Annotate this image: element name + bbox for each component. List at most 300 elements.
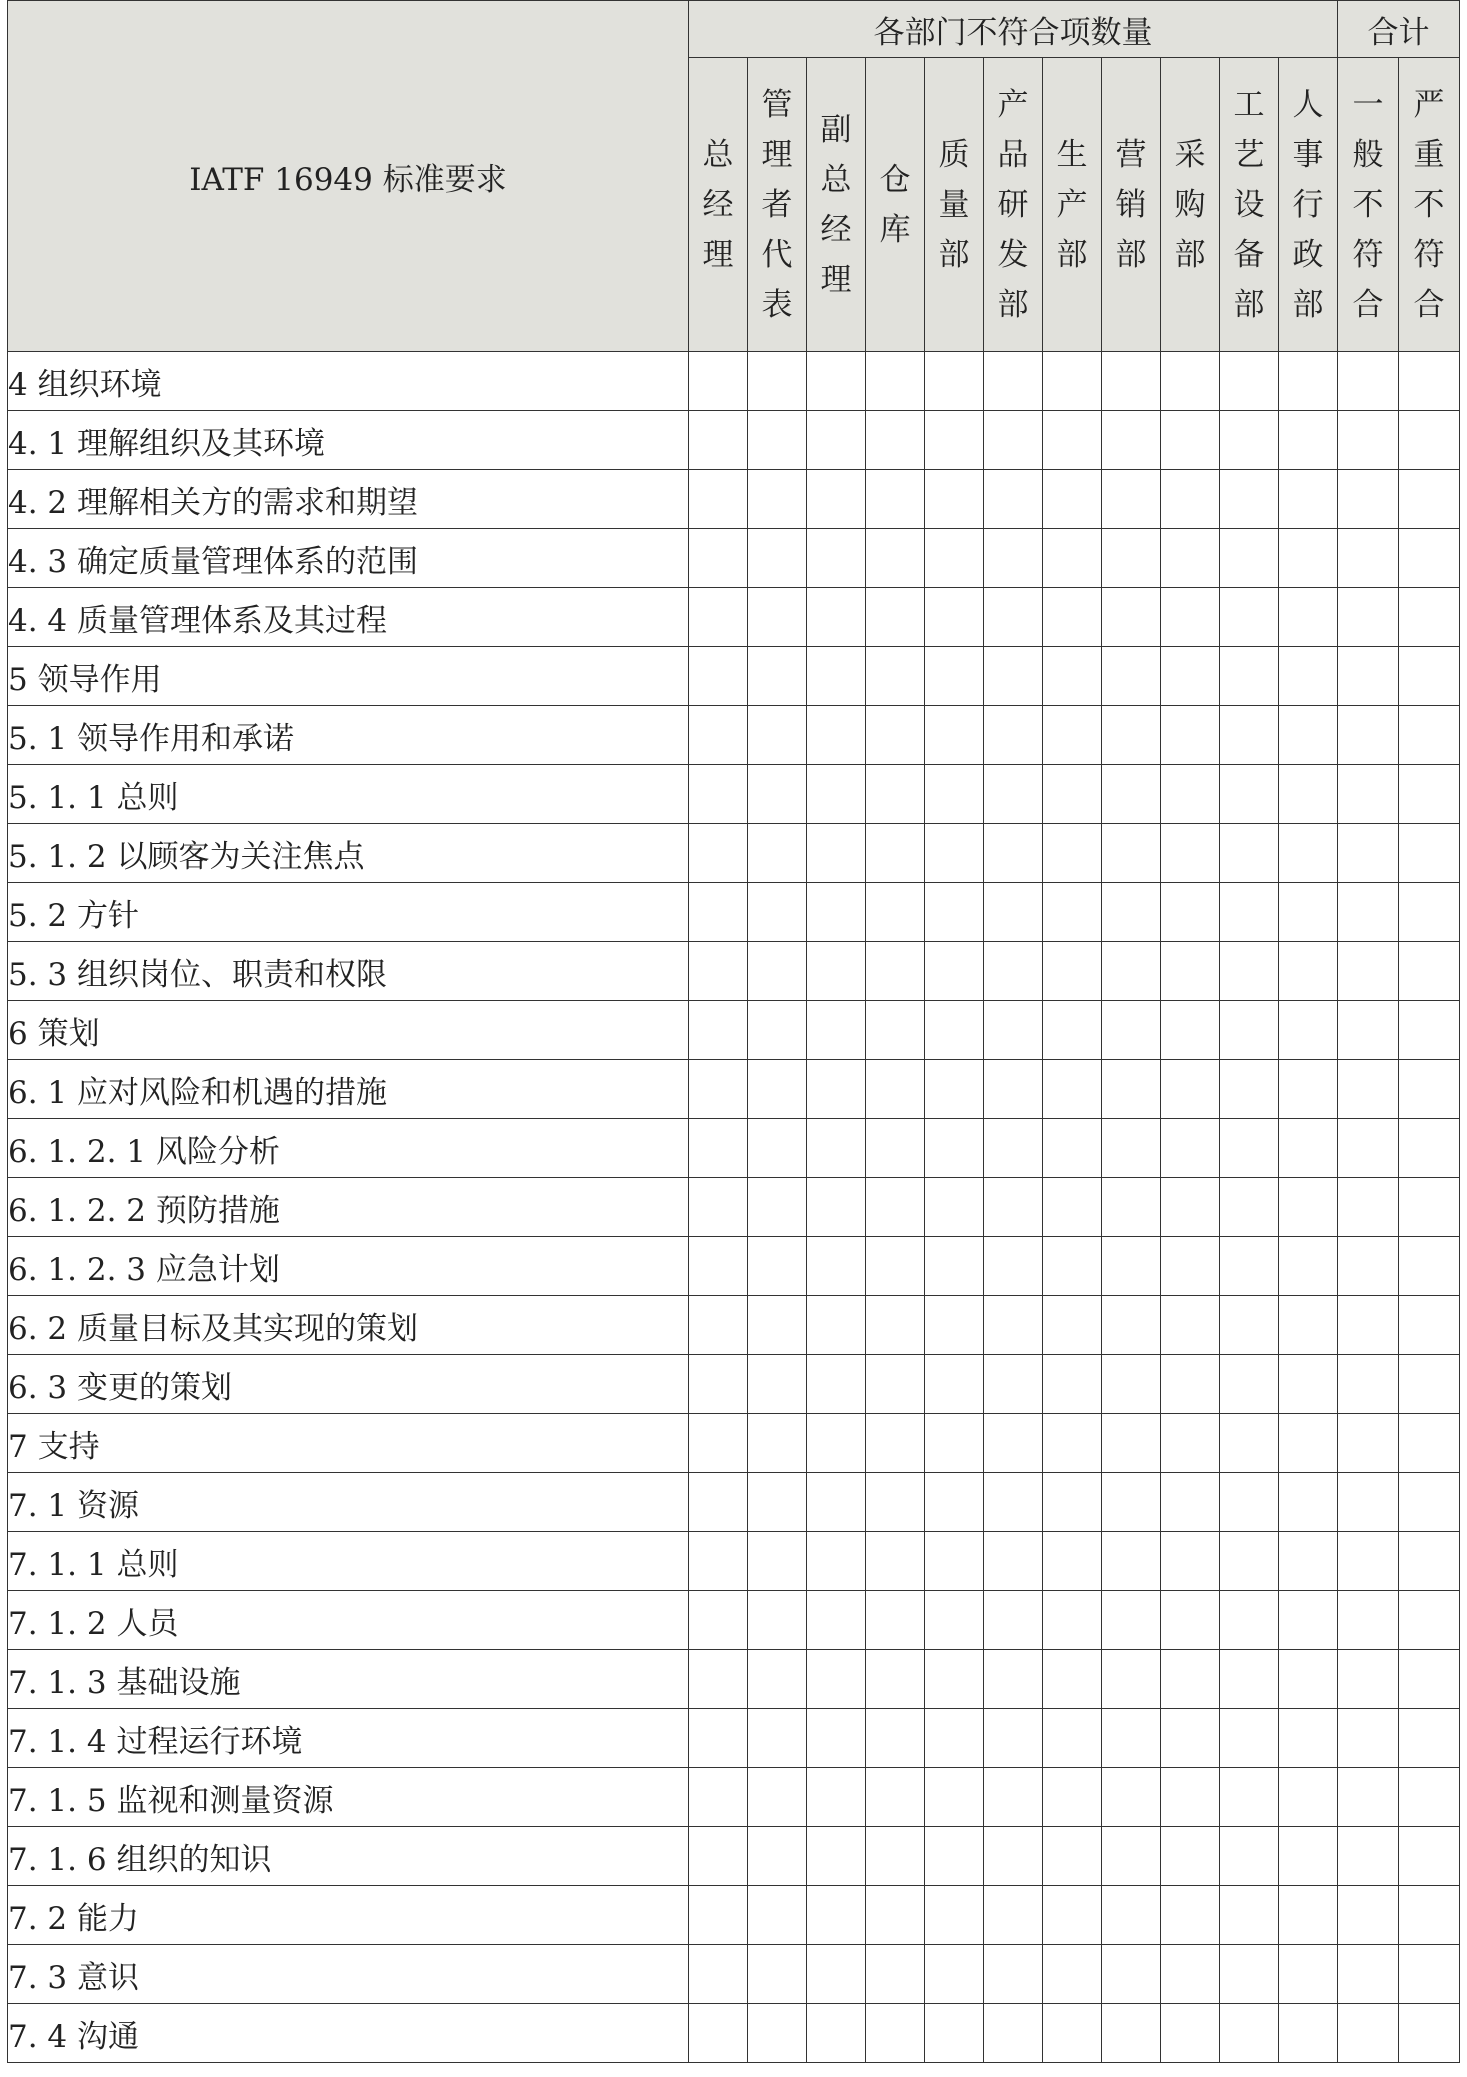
department-count-cell[interactable] [748, 1414, 807, 1473]
department-count-cell[interactable] [1279, 1355, 1338, 1414]
total-count-cell[interactable] [1399, 824, 1460, 883]
department-count-cell[interactable] [689, 942, 748, 1001]
department-count-cell[interactable] [1043, 647, 1102, 706]
department-count-cell[interactable] [866, 1237, 925, 1296]
department-count-cell[interactable] [984, 1768, 1043, 1827]
department-count-cell[interactable] [1279, 411, 1338, 470]
department-count-cell[interactable] [689, 1296, 748, 1355]
department-count-cell[interactable] [1102, 1532, 1161, 1591]
department-count-cell[interactable] [1220, 352, 1279, 411]
department-count-cell[interactable] [984, 765, 1043, 824]
department-count-cell[interactable] [689, 1473, 748, 1532]
department-count-cell[interactable] [1220, 1237, 1279, 1296]
department-count-cell[interactable] [1102, 1945, 1161, 2004]
department-count-cell[interactable] [925, 1827, 984, 1886]
department-count-cell[interactable] [1279, 588, 1338, 647]
department-count-cell[interactable] [984, 1119, 1043, 1178]
total-count-cell[interactable] [1338, 529, 1399, 588]
department-count-cell[interactable] [689, 1945, 748, 2004]
department-count-cell[interactable] [1043, 706, 1102, 765]
total-count-cell[interactable] [1338, 1945, 1399, 2004]
department-count-cell[interactable] [1043, 411, 1102, 470]
department-count-cell[interactable] [748, 1119, 807, 1178]
total-count-cell[interactable] [1338, 352, 1399, 411]
department-count-cell[interactable] [1043, 1768, 1102, 1827]
total-count-cell[interactable] [1338, 942, 1399, 1001]
department-count-cell[interactable] [1279, 1768, 1338, 1827]
department-count-cell[interactable] [1102, 1001, 1161, 1060]
department-count-cell[interactable] [689, 824, 748, 883]
department-count-cell[interactable] [807, 588, 866, 647]
department-count-cell[interactable] [1161, 1119, 1220, 1178]
department-count-cell[interactable] [866, 1473, 925, 1532]
department-count-cell[interactable] [689, 1886, 748, 1945]
total-count-cell[interactable] [1399, 942, 1460, 1001]
department-count-cell[interactable] [925, 1591, 984, 1650]
department-count-cell[interactable] [689, 411, 748, 470]
department-count-cell[interactable] [748, 1650, 807, 1709]
department-count-cell[interactable] [689, 529, 748, 588]
department-count-cell[interactable] [1102, 1296, 1161, 1355]
department-count-cell[interactable] [1161, 1178, 1220, 1237]
department-count-cell[interactable] [1220, 1650, 1279, 1709]
department-count-cell[interactable] [1220, 1945, 1279, 2004]
department-count-cell[interactable] [1043, 352, 1102, 411]
department-count-cell[interactable] [984, 1827, 1043, 1886]
department-count-cell[interactable] [748, 411, 807, 470]
department-count-cell[interactable] [1279, 1827, 1338, 1886]
department-count-cell[interactable] [1279, 765, 1338, 824]
department-count-cell[interactable] [866, 824, 925, 883]
department-count-cell[interactable] [1161, 1827, 1220, 1886]
department-count-cell[interactable] [689, 765, 748, 824]
department-count-cell[interactable] [1220, 2004, 1279, 2063]
department-count-cell[interactable] [866, 942, 925, 1001]
department-count-cell[interactable] [1161, 1060, 1220, 1119]
department-count-cell[interactable] [1102, 1355, 1161, 1414]
department-count-cell[interactable] [1161, 942, 1220, 1001]
department-count-cell[interactable] [925, 529, 984, 588]
department-count-cell[interactable] [1161, 1650, 1220, 1709]
department-count-cell[interactable] [1161, 2004, 1220, 2063]
department-count-cell[interactable] [984, 352, 1043, 411]
department-count-cell[interactable] [1102, 1414, 1161, 1473]
department-count-cell[interactable] [689, 706, 748, 765]
department-count-cell[interactable] [925, 1532, 984, 1591]
department-count-cell[interactable] [1161, 1414, 1220, 1473]
department-count-cell[interactable] [866, 588, 925, 647]
department-count-cell[interactable] [1043, 1119, 1102, 1178]
total-count-cell[interactable] [1338, 1650, 1399, 1709]
total-count-cell[interactable] [1338, 706, 1399, 765]
department-count-cell[interactable] [984, 1001, 1043, 1060]
total-count-cell[interactable] [1399, 1768, 1460, 1827]
department-count-cell[interactable] [807, 1650, 866, 1709]
department-count-cell[interactable] [925, 470, 984, 529]
department-count-cell[interactable] [689, 1237, 748, 1296]
department-count-cell[interactable] [748, 765, 807, 824]
total-count-cell[interactable] [1338, 1768, 1399, 1827]
total-count-cell[interactable] [1338, 1178, 1399, 1237]
department-count-cell[interactable] [866, 470, 925, 529]
department-count-cell[interactable] [689, 1532, 748, 1591]
department-count-cell[interactable] [1161, 1473, 1220, 1532]
department-count-cell[interactable] [1161, 529, 1220, 588]
department-count-cell[interactable] [1043, 1001, 1102, 1060]
department-count-cell[interactable] [807, 1709, 866, 1768]
department-count-cell[interactable] [866, 1591, 925, 1650]
department-count-cell[interactable] [866, 352, 925, 411]
department-count-cell[interactable] [689, 1119, 748, 1178]
total-count-cell[interactable] [1399, 1591, 1460, 1650]
department-count-cell[interactable] [866, 2004, 925, 2063]
department-count-cell[interactable] [1220, 765, 1279, 824]
department-count-cell[interactable] [925, 765, 984, 824]
department-count-cell[interactable] [1161, 470, 1220, 529]
department-count-cell[interactable] [807, 411, 866, 470]
department-count-cell[interactable] [1043, 765, 1102, 824]
total-count-cell[interactable] [1399, 2004, 1460, 2063]
total-count-cell[interactable] [1399, 706, 1460, 765]
department-count-cell[interactable] [1220, 1591, 1279, 1650]
department-count-cell[interactable] [689, 1060, 748, 1119]
department-count-cell[interactable] [866, 529, 925, 588]
department-count-cell[interactable] [807, 1532, 866, 1591]
total-count-cell[interactable] [1399, 1827, 1460, 1886]
department-count-cell[interactable] [1043, 470, 1102, 529]
department-count-cell[interactable] [984, 1532, 1043, 1591]
department-count-cell[interactable] [1220, 1001, 1279, 1060]
department-count-cell[interactable] [925, 1886, 984, 1945]
department-count-cell[interactable] [1161, 824, 1220, 883]
department-count-cell[interactable] [1102, 706, 1161, 765]
department-count-cell[interactable] [866, 1001, 925, 1060]
department-count-cell[interactable] [866, 411, 925, 470]
department-count-cell[interactable] [925, 1414, 984, 1473]
department-count-cell[interactable] [1043, 2004, 1102, 2063]
department-count-cell[interactable] [984, 942, 1043, 1001]
department-count-cell[interactable] [866, 1650, 925, 1709]
department-count-cell[interactable] [1161, 1237, 1220, 1296]
department-count-cell[interactable] [1102, 942, 1161, 1001]
department-count-cell[interactable] [1102, 1650, 1161, 1709]
department-count-cell[interactable] [925, 706, 984, 765]
department-count-cell[interactable] [807, 1945, 866, 2004]
department-count-cell[interactable] [866, 1355, 925, 1414]
department-count-cell[interactable] [807, 883, 866, 942]
department-count-cell[interactable] [689, 352, 748, 411]
department-count-cell[interactable] [925, 2004, 984, 2063]
department-count-cell[interactable] [866, 765, 925, 824]
department-count-cell[interactable] [1279, 1178, 1338, 1237]
total-count-cell[interactable] [1338, 1591, 1399, 1650]
total-count-cell[interactable] [1399, 588, 1460, 647]
total-count-cell[interactable] [1399, 352, 1460, 411]
department-count-cell[interactable] [807, 1414, 866, 1473]
department-count-cell[interactable] [1220, 1060, 1279, 1119]
department-count-cell[interactable] [1161, 883, 1220, 942]
department-count-cell[interactable] [1161, 765, 1220, 824]
total-count-cell[interactable] [1338, 411, 1399, 470]
department-count-cell[interactable] [689, 1591, 748, 1650]
department-count-cell[interactable] [925, 1001, 984, 1060]
department-count-cell[interactable] [1102, 1709, 1161, 1768]
department-count-cell[interactable] [866, 1945, 925, 2004]
department-count-cell[interactable] [1220, 1178, 1279, 1237]
department-count-cell[interactable] [1220, 1709, 1279, 1768]
total-count-cell[interactable] [1399, 1414, 1460, 1473]
total-count-cell[interactable] [1399, 1473, 1460, 1532]
department-count-cell[interactable] [1102, 1178, 1161, 1237]
department-count-cell[interactable] [1220, 1119, 1279, 1178]
department-count-cell[interactable] [1220, 1827, 1279, 1886]
department-count-cell[interactable] [748, 1945, 807, 2004]
department-count-cell[interactable] [1161, 411, 1220, 470]
total-count-cell[interactable] [1399, 1945, 1460, 2004]
department-count-cell[interactable] [925, 942, 984, 1001]
department-count-cell[interactable] [925, 1296, 984, 1355]
department-count-cell[interactable] [1102, 1473, 1161, 1532]
department-count-cell[interactable] [1279, 1119, 1338, 1178]
department-count-cell[interactable] [748, 1060, 807, 1119]
department-count-cell[interactable] [925, 411, 984, 470]
department-count-cell[interactable] [984, 1296, 1043, 1355]
department-count-cell[interactable] [1102, 1768, 1161, 1827]
department-count-cell[interactable] [1161, 1001, 1220, 1060]
total-count-cell[interactable] [1399, 1237, 1460, 1296]
department-count-cell[interactable] [984, 1709, 1043, 1768]
department-count-cell[interactable] [1043, 1709, 1102, 1768]
department-count-cell[interactable] [925, 1709, 984, 1768]
department-count-cell[interactable] [689, 1827, 748, 1886]
department-count-cell[interactable] [748, 2004, 807, 2063]
department-count-cell[interactable] [925, 588, 984, 647]
department-count-cell[interactable] [1161, 1886, 1220, 1945]
department-count-cell[interactable] [748, 1355, 807, 1414]
department-count-cell[interactable] [1102, 1886, 1161, 1945]
department-count-cell[interactable] [1279, 1296, 1338, 1355]
department-count-cell[interactable] [1220, 529, 1279, 588]
department-count-cell[interactable] [925, 1768, 984, 1827]
department-count-cell[interactable] [866, 883, 925, 942]
department-count-cell[interactable] [925, 352, 984, 411]
total-count-cell[interactable] [1338, 765, 1399, 824]
department-count-cell[interactable] [1220, 647, 1279, 706]
department-count-cell[interactable] [1043, 1532, 1102, 1591]
department-count-cell[interactable] [1279, 1237, 1338, 1296]
department-count-cell[interactable] [866, 1827, 925, 1886]
department-count-cell[interactable] [1161, 1945, 1220, 2004]
department-count-cell[interactable] [1220, 411, 1279, 470]
department-count-cell[interactable] [807, 1827, 866, 1886]
department-count-cell[interactable] [925, 1355, 984, 1414]
department-count-cell[interactable] [1161, 1768, 1220, 1827]
department-count-cell[interactable] [1220, 1473, 1279, 1532]
department-count-cell[interactable] [807, 1355, 866, 1414]
department-count-cell[interactable] [1220, 1414, 1279, 1473]
department-count-cell[interactable] [925, 1237, 984, 1296]
total-count-cell[interactable] [1399, 1532, 1460, 1591]
department-count-cell[interactable] [1043, 1414, 1102, 1473]
total-count-cell[interactable] [1399, 411, 1460, 470]
department-count-cell[interactable] [1102, 1119, 1161, 1178]
department-count-cell[interactable] [1102, 529, 1161, 588]
total-count-cell[interactable] [1399, 1119, 1460, 1178]
total-count-cell[interactable] [1338, 1355, 1399, 1414]
department-count-cell[interactable] [1279, 1591, 1338, 1650]
department-count-cell[interactable] [689, 588, 748, 647]
department-count-cell[interactable] [925, 1650, 984, 1709]
department-count-cell[interactable] [1102, 470, 1161, 529]
department-count-cell[interactable] [748, 1296, 807, 1355]
department-count-cell[interactable] [807, 1237, 866, 1296]
total-count-cell[interactable] [1399, 883, 1460, 942]
department-count-cell[interactable] [1279, 1532, 1338, 1591]
department-count-cell[interactable] [1043, 1827, 1102, 1886]
department-count-cell[interactable] [1220, 1768, 1279, 1827]
department-count-cell[interactable] [1279, 1945, 1338, 2004]
total-count-cell[interactable] [1338, 1296, 1399, 1355]
department-count-cell[interactable] [1043, 1178, 1102, 1237]
department-count-cell[interactable] [807, 706, 866, 765]
department-count-cell[interactable] [689, 883, 748, 942]
department-count-cell[interactable] [1279, 470, 1338, 529]
department-count-cell[interactable] [1279, 1473, 1338, 1532]
total-count-cell[interactable] [1338, 1119, 1399, 1178]
department-count-cell[interactable] [1161, 1709, 1220, 1768]
department-count-cell[interactable] [807, 824, 866, 883]
department-count-cell[interactable] [1102, 352, 1161, 411]
department-count-cell[interactable] [984, 706, 1043, 765]
department-count-cell[interactable] [1279, 1886, 1338, 1945]
department-count-cell[interactable] [807, 352, 866, 411]
department-count-cell[interactable] [1043, 942, 1102, 1001]
total-count-cell[interactable] [1338, 824, 1399, 883]
department-count-cell[interactable] [1279, 824, 1338, 883]
department-count-cell[interactable] [1102, 647, 1161, 706]
total-count-cell[interactable] [1399, 1709, 1460, 1768]
total-count-cell[interactable] [1399, 1001, 1460, 1060]
department-count-cell[interactable] [748, 1591, 807, 1650]
total-count-cell[interactable] [1338, 470, 1399, 529]
department-count-cell[interactable] [748, 1178, 807, 1237]
department-count-cell[interactable] [984, 1473, 1043, 1532]
department-count-cell[interactable] [866, 1709, 925, 1768]
department-count-cell[interactable] [807, 765, 866, 824]
department-count-cell[interactable] [866, 1178, 925, 1237]
department-count-cell[interactable] [1161, 1296, 1220, 1355]
department-count-cell[interactable] [925, 647, 984, 706]
department-count-cell[interactable] [984, 883, 1043, 942]
total-count-cell[interactable] [1399, 529, 1460, 588]
department-count-cell[interactable] [1043, 824, 1102, 883]
department-count-cell[interactable] [866, 1768, 925, 1827]
department-count-cell[interactable] [807, 470, 866, 529]
department-count-cell[interactable] [984, 588, 1043, 647]
total-count-cell[interactable] [1338, 1060, 1399, 1119]
department-count-cell[interactable] [1043, 588, 1102, 647]
department-count-cell[interactable] [748, 470, 807, 529]
department-count-cell[interactable] [807, 1060, 866, 1119]
total-count-cell[interactable] [1338, 2004, 1399, 2063]
department-count-cell[interactable] [1220, 1532, 1279, 1591]
department-count-cell[interactable] [866, 1414, 925, 1473]
department-count-cell[interactable] [925, 883, 984, 942]
total-count-cell[interactable] [1338, 1532, 1399, 1591]
department-count-cell[interactable] [748, 1886, 807, 1945]
department-count-cell[interactable] [1279, 352, 1338, 411]
department-count-cell[interactable] [1043, 1355, 1102, 1414]
department-count-cell[interactable] [984, 529, 1043, 588]
total-count-cell[interactable] [1399, 1355, 1460, 1414]
department-count-cell[interactable] [807, 2004, 866, 2063]
total-count-cell[interactable] [1399, 1886, 1460, 1945]
department-count-cell[interactable] [925, 1178, 984, 1237]
total-count-cell[interactable] [1399, 1296, 1460, 1355]
department-count-cell[interactable] [1220, 706, 1279, 765]
department-count-cell[interactable] [1161, 706, 1220, 765]
department-count-cell[interactable] [984, 1945, 1043, 2004]
department-count-cell[interactable] [1102, 883, 1161, 942]
department-count-cell[interactable] [748, 352, 807, 411]
department-count-cell[interactable] [925, 824, 984, 883]
department-count-cell[interactable] [807, 1591, 866, 1650]
department-count-cell[interactable] [1161, 588, 1220, 647]
department-count-cell[interactable] [984, 2004, 1043, 2063]
department-count-cell[interactable] [866, 1060, 925, 1119]
department-count-cell[interactable] [925, 1060, 984, 1119]
department-count-cell[interactable] [925, 1945, 984, 2004]
department-count-cell[interactable] [1220, 588, 1279, 647]
total-count-cell[interactable] [1399, 1178, 1460, 1237]
total-count-cell[interactable] [1338, 1414, 1399, 1473]
department-count-cell[interactable] [807, 942, 866, 1001]
department-count-cell[interactable] [1043, 1945, 1102, 2004]
department-count-cell[interactable] [1043, 1650, 1102, 1709]
department-count-cell[interactable] [866, 1532, 925, 1591]
department-count-cell[interactable] [984, 1355, 1043, 1414]
department-count-cell[interactable] [689, 1709, 748, 1768]
department-count-cell[interactable] [1279, 1650, 1338, 1709]
department-count-cell[interactable] [1043, 883, 1102, 942]
department-count-cell[interactable] [984, 470, 1043, 529]
department-count-cell[interactable] [1279, 529, 1338, 588]
department-count-cell[interactable] [748, 1001, 807, 1060]
total-count-cell[interactable] [1399, 1650, 1460, 1709]
department-count-cell[interactable] [807, 1119, 866, 1178]
department-count-cell[interactable] [748, 1237, 807, 1296]
department-count-cell[interactable] [1043, 1296, 1102, 1355]
department-count-cell[interactable] [748, 647, 807, 706]
department-count-cell[interactable] [748, 883, 807, 942]
department-count-cell[interactable] [748, 1473, 807, 1532]
department-count-cell[interactable] [748, 942, 807, 1001]
department-count-cell[interactable] [1279, 647, 1338, 706]
department-count-cell[interactable] [1043, 1591, 1102, 1650]
department-count-cell[interactable] [1161, 647, 1220, 706]
department-count-cell[interactable] [1220, 1296, 1279, 1355]
department-count-cell[interactable] [1279, 883, 1338, 942]
department-count-cell[interactable] [1279, 942, 1338, 1001]
department-count-cell[interactable] [866, 1119, 925, 1178]
department-count-cell[interactable] [984, 1591, 1043, 1650]
department-count-cell[interactable] [689, 1768, 748, 1827]
department-count-cell[interactable] [1102, 588, 1161, 647]
department-count-cell[interactable] [748, 824, 807, 883]
total-count-cell[interactable] [1399, 1060, 1460, 1119]
department-count-cell[interactable] [984, 411, 1043, 470]
department-count-cell[interactable] [689, 1355, 748, 1414]
